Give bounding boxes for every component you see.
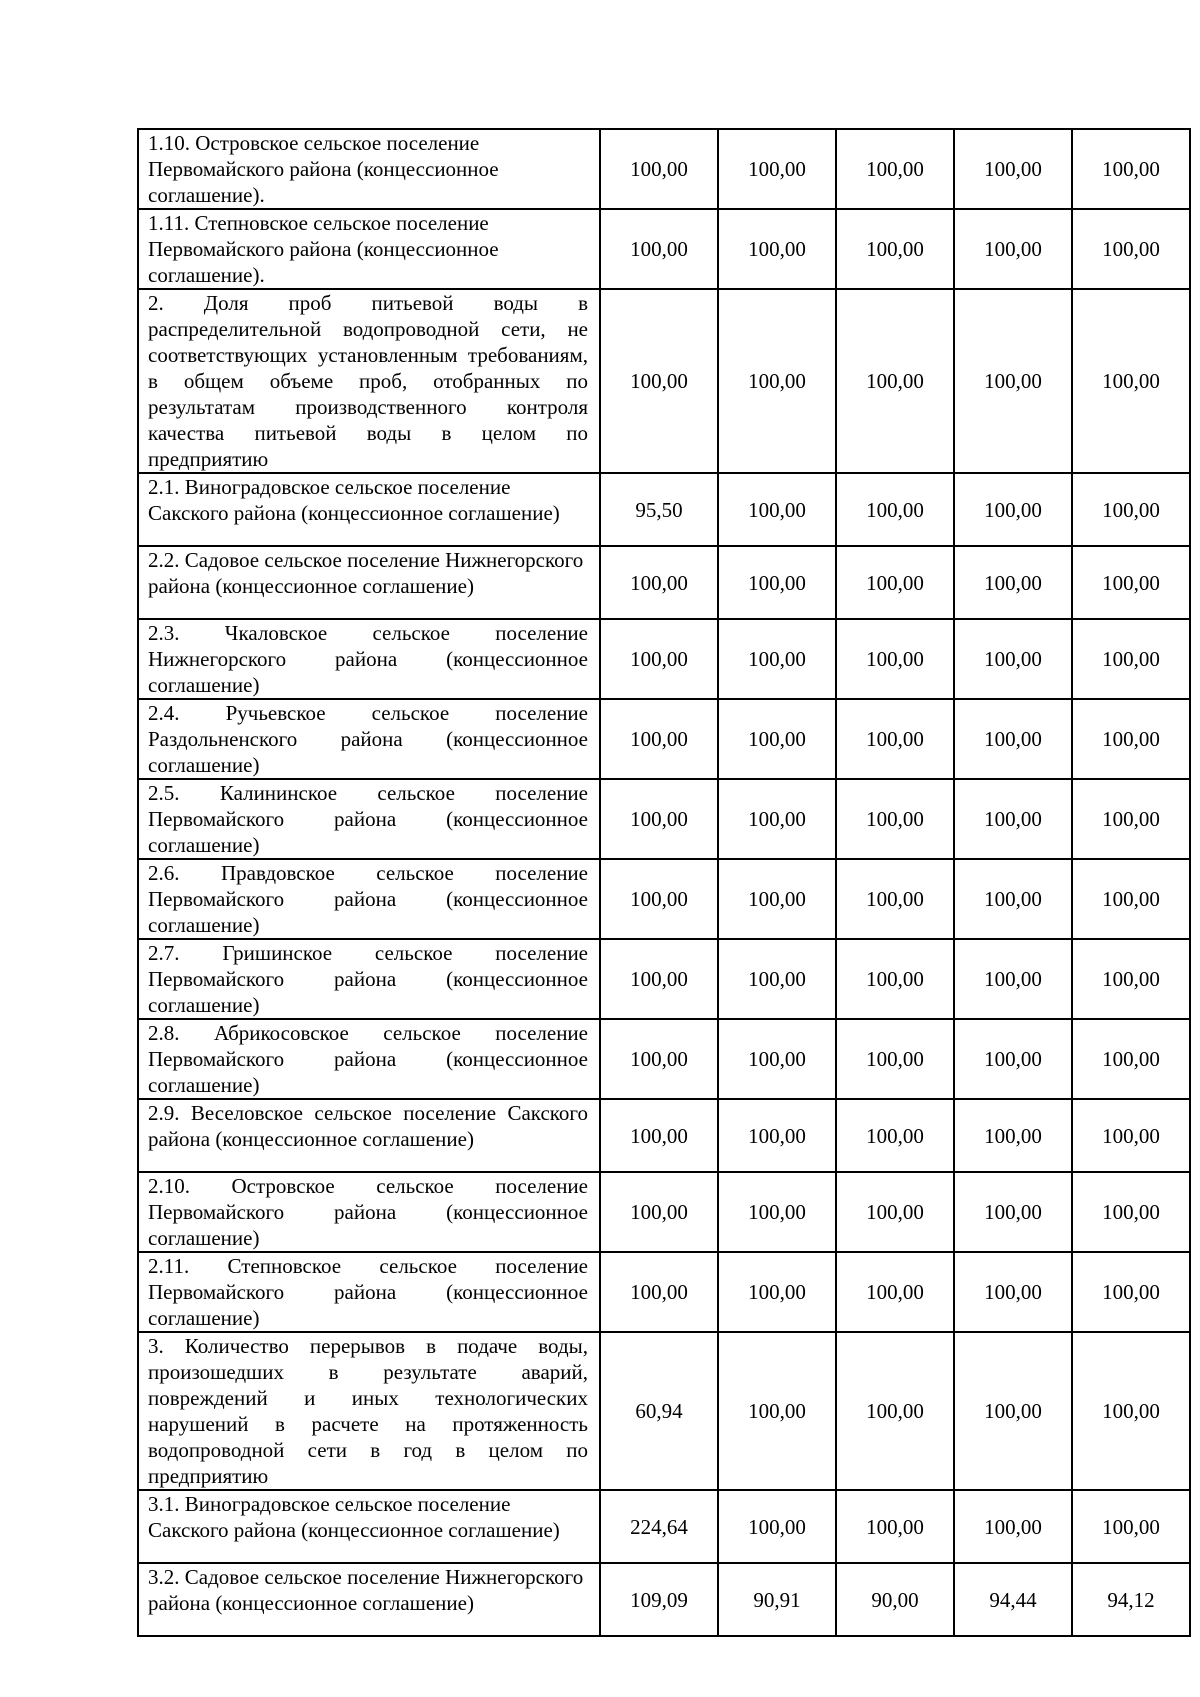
table-row xyxy=(138,473,1190,546)
value-cell: 100,00 xyxy=(718,129,836,209)
row-label-cell xyxy=(138,1252,600,1332)
value-cell: 100,00 xyxy=(600,1252,718,1332)
value-cell: 100,00 xyxy=(836,129,954,209)
table-row xyxy=(138,699,1190,779)
value-cell: 100,00 xyxy=(836,699,954,779)
row-label-cell xyxy=(138,1019,600,1099)
value-cell: 100,00 xyxy=(1072,1332,1190,1490)
value-cell: 100,00 xyxy=(1072,289,1190,473)
value-cell: 100,00 xyxy=(600,209,718,289)
value-cell: 100,00 xyxy=(600,289,718,473)
table-row xyxy=(138,289,1190,473)
value-cell: 100,00 xyxy=(600,619,718,699)
value-cell: 100,00 xyxy=(954,209,1072,289)
row-label-cell xyxy=(138,1099,600,1172)
value-cell: 100,00 xyxy=(718,699,836,779)
value-cell: 100,00 xyxy=(718,209,836,289)
value-cell: 94,12 xyxy=(1072,1563,1190,1636)
row-label-cell xyxy=(138,1563,600,1636)
row-label: 2.3. Чкаловское сельское поселение Нижнегорского района (концессионное соглашение) xyxy=(148,621,588,697)
row-label: 3.1. Виноградовское сельское поселение Сакского района (концессионное соглашение) xyxy=(148,1492,560,1542)
value-cell: 100,00 xyxy=(1072,1019,1190,1099)
table-row xyxy=(138,779,1190,859)
table-body xyxy=(138,129,1190,1636)
value-cell: 100,00 xyxy=(718,1172,836,1252)
row-label-cell xyxy=(138,289,600,473)
row-label: 2.4. Ручьевское сельское поселение Раздольненского района (концессионное соглашение) xyxy=(148,701,588,777)
row-label-cell xyxy=(138,1172,600,1252)
value-cell: 100,00 xyxy=(836,1099,954,1172)
value-cell: 90,00 xyxy=(836,1563,954,1636)
row-label: 3. Количество перерывов в подаче воды, произошедших в результате аварий, повреждений и иных технологических нарушений в расчете на протяженность водопроводной сети в год в целом по предприятию xyxy=(148,1334,588,1488)
value-cell: 100,00 xyxy=(954,859,1072,939)
value-cell: 100,00 xyxy=(718,1099,836,1172)
value-cell: 100,00 xyxy=(1072,209,1190,289)
row-label-cell xyxy=(138,1490,600,1563)
row-label-cell xyxy=(138,939,600,1019)
value-cell: 100,00 xyxy=(600,1019,718,1099)
value-cell: 100,00 xyxy=(836,1490,954,1563)
table-row xyxy=(138,1332,1190,1490)
row-label-cell xyxy=(138,546,600,619)
table-row xyxy=(138,939,1190,1019)
value-cell: 100,00 xyxy=(600,859,718,939)
value-cell: 100,00 xyxy=(836,939,954,1019)
value-cell: 100,00 xyxy=(600,129,718,209)
value-cell: 100,00 xyxy=(718,619,836,699)
table-row xyxy=(138,209,1190,289)
row-label: 3.2. Садовое сельское поселение Нижнегорского района (концессионное соглашение) xyxy=(148,1565,584,1615)
value-cell: 100,00 xyxy=(954,699,1072,779)
value-cell: 100,00 xyxy=(718,1019,836,1099)
value-cell: 94,44 xyxy=(954,1563,1072,1636)
value-cell: 100,00 xyxy=(836,619,954,699)
row-label-cell xyxy=(138,1332,600,1490)
value-cell: 100,00 xyxy=(954,939,1072,1019)
value-cell: 100,00 xyxy=(836,779,954,859)
value-cell: 100,00 xyxy=(954,1252,1072,1332)
value-cell: 100,00 xyxy=(836,1332,954,1490)
row-label-cell xyxy=(138,619,600,699)
table-row xyxy=(138,129,1190,209)
row-label: 2.11. Степновское сельское поселение Первомайского района (концессионное соглашение) xyxy=(148,1254,588,1330)
value-cell: 100,00 xyxy=(1072,1252,1190,1332)
value-cell: 100,00 xyxy=(954,289,1072,473)
row-label: 2.10. Островское сельское поселение Первомайского района (концессионное соглашение) xyxy=(148,1174,588,1250)
value-cell: 100,00 xyxy=(1072,939,1190,1019)
value-cell: 100,00 xyxy=(954,129,1072,209)
value-cell: 100,00 xyxy=(1072,473,1190,546)
value-cell: 100,00 xyxy=(954,1172,1072,1252)
value-cell: 100,00 xyxy=(718,1332,836,1490)
row-label: 2.8. Абрикосовское сельское поселение Первомайского района (концессионное соглашение) xyxy=(148,1021,588,1097)
indicators-table xyxy=(137,128,1191,1637)
value-cell: 100,00 xyxy=(1072,129,1190,209)
table-row xyxy=(138,1490,1190,1563)
table-row xyxy=(138,1099,1190,1172)
row-label-cell xyxy=(138,859,600,939)
value-cell: 100,00 xyxy=(954,779,1072,859)
value-cell: 100,00 xyxy=(600,546,718,619)
value-cell: 100,00 xyxy=(718,289,836,473)
value-cell: 100,00 xyxy=(600,1172,718,1252)
value-cell: 100,00 xyxy=(1072,1099,1190,1172)
value-cell: 100,00 xyxy=(836,289,954,473)
value-cell: 100,00 xyxy=(954,546,1072,619)
value-cell: 100,00 xyxy=(1072,779,1190,859)
table-row xyxy=(138,619,1190,699)
value-cell: 100,00 xyxy=(718,939,836,1019)
table-row xyxy=(138,1563,1190,1636)
value-cell: 100,00 xyxy=(718,1252,836,1332)
value-cell: 109,09 xyxy=(600,1563,718,1636)
row-label-cell xyxy=(138,209,600,289)
row-label-cell xyxy=(138,473,600,546)
row-label: 2.1. Виноградовское сельское поселение Сакского района (концессионное соглашение) xyxy=(148,475,560,525)
row-label: 2.5. Калининское сельское поселение Первомайского района (концессионное соглашение) xyxy=(148,781,588,857)
value-cell: 100,00 xyxy=(1072,619,1190,699)
value-cell: 100,00 xyxy=(836,473,954,546)
value-cell: 95,50 xyxy=(600,473,718,546)
value-cell: 100,00 xyxy=(836,209,954,289)
table-row xyxy=(138,546,1190,619)
value-cell: 100,00 xyxy=(600,1099,718,1172)
row-label: 2.9. Веселовское сельское поселение Сакского района (концессионное соглашение) xyxy=(148,1101,588,1151)
value-cell: 100,00 xyxy=(718,1490,836,1563)
row-label-cell xyxy=(138,779,600,859)
value-cell: 100,00 xyxy=(1072,699,1190,779)
table-row xyxy=(138,859,1190,939)
row-label: 2.7. Гришинское сельское поселение Первомайского района (концессионное соглашение) xyxy=(148,941,588,1017)
value-cell: 90,91 xyxy=(718,1563,836,1636)
value-cell: 100,00 xyxy=(1072,1490,1190,1563)
value-cell: 100,00 xyxy=(954,1490,1072,1563)
value-cell: 224,64 xyxy=(600,1490,718,1563)
row-label: 2.6. Правдовское сельское поселение Первомайского района (концессионное соглашение) xyxy=(148,861,588,937)
row-label-cell xyxy=(138,129,600,209)
row-label: 1.11. Степновское сельское поселение Первомайского района (концессионное соглашение). xyxy=(148,211,499,287)
value-cell: 100,00 xyxy=(836,1172,954,1252)
value-cell: 100,00 xyxy=(718,859,836,939)
value-cell: 100,00 xyxy=(600,699,718,779)
value-cell: 100,00 xyxy=(836,859,954,939)
value-cell: 100,00 xyxy=(954,1019,1072,1099)
value-cell: 60,94 xyxy=(600,1332,718,1490)
value-cell: 100,00 xyxy=(954,619,1072,699)
table-row xyxy=(138,1019,1190,1099)
value-cell: 100,00 xyxy=(1072,859,1190,939)
value-cell: 100,00 xyxy=(836,1252,954,1332)
row-label-cell xyxy=(138,699,600,779)
value-cell: 100,00 xyxy=(1072,1172,1190,1252)
value-cell: 100,00 xyxy=(718,473,836,546)
value-cell: 100,00 xyxy=(718,546,836,619)
row-label: 2.2. Садовое сельское поселение Нижнегорского района (концессионное соглашение) xyxy=(148,548,584,598)
value-cell: 100,00 xyxy=(954,1099,1072,1172)
value-cell: 100,00 xyxy=(600,779,718,859)
table-row xyxy=(138,1172,1190,1252)
value-cell: 100,00 xyxy=(600,939,718,1019)
row-label: 2. Доля проб питьевой воды в распределительной водопроводной сети, не соответствующих установленным требованиям, в общем объеме проб, отобранных по результатам производственного контроля качества питьевой воды в целом по предприятию xyxy=(148,291,588,471)
value-cell: 100,00 xyxy=(836,1019,954,1099)
value-cell: 100,00 xyxy=(954,473,1072,546)
value-cell: 100,00 xyxy=(954,1332,1072,1490)
value-cell: 100,00 xyxy=(718,779,836,859)
row-label: 1.10. Островское сельское поселение Первомайского района (концессионное соглашение). xyxy=(148,131,499,207)
table-row xyxy=(138,1252,1190,1332)
value-cell: 100,00 xyxy=(836,546,954,619)
value-cell: 100,00 xyxy=(1072,546,1190,619)
